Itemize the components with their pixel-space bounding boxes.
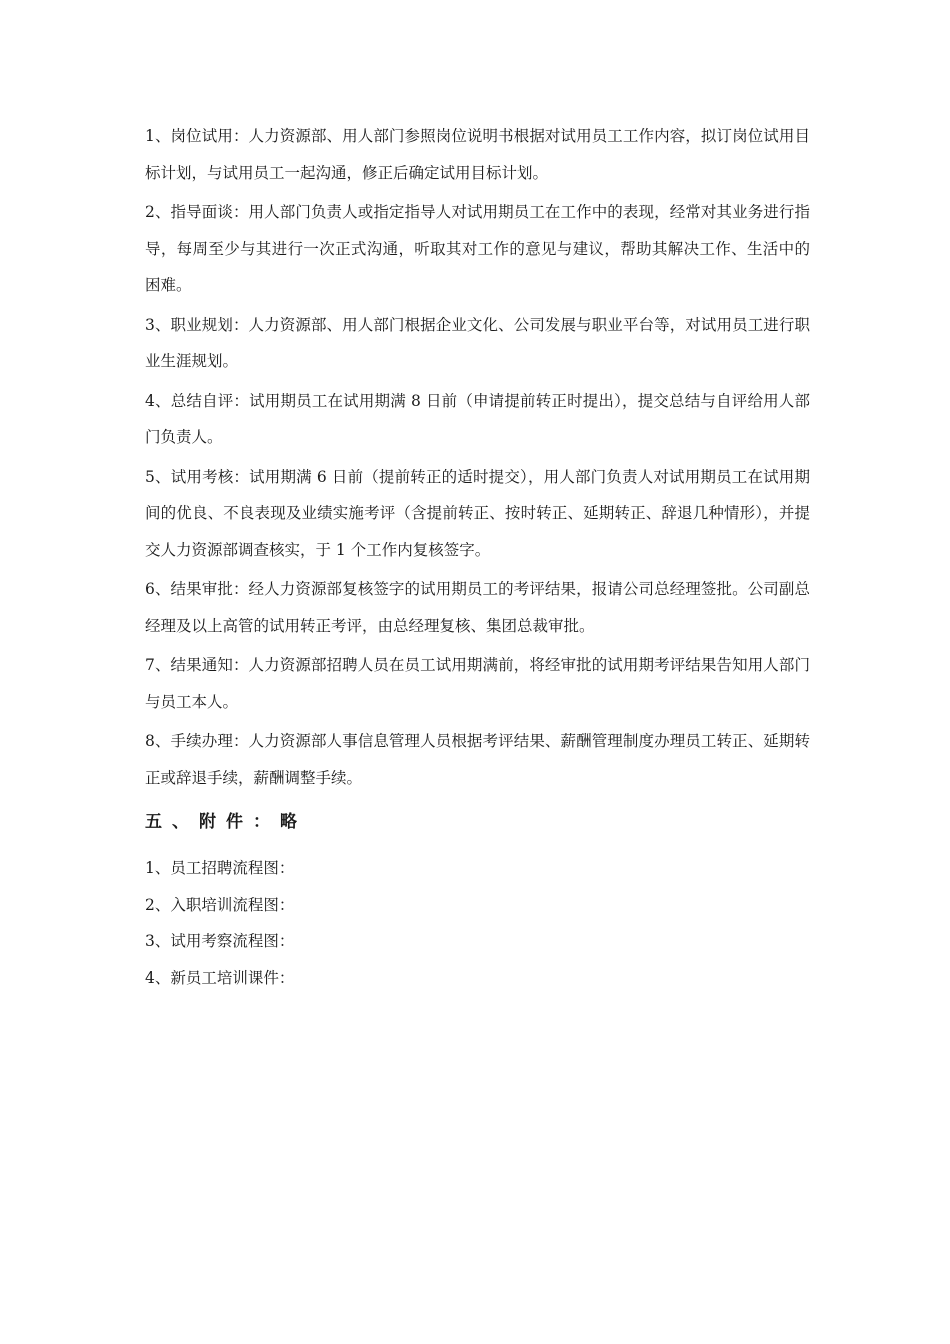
document-page xyxy=(145,118,810,996)
attachment-item: 4、新员工培训课件： xyxy=(145,968,295,987)
paragraph-result-approval: 6、结果审批：经人力资源部复核签字的试用期员工的考评结果，报请公司总经理签批。公司副总经理及以上高管的试用转正考评，由总经理复核、集团总裁审批。 xyxy=(145,580,810,635)
paragraph-result-notification: 7、结果通知：人力资源部招聘人员在员工试用期满前，将经审批的试用期考评结果告知用人部门与员工本人。 xyxy=(145,656,810,711)
paragraph-career-planning: 3、职业规划：人力资源部、用人部门根据企业文化、公司发展与职业平台等，对试用员工进行职业生涯规划。 xyxy=(145,315,810,370)
paragraph-trial-assessment: 5、试用考核：试用期满 6 日前（提前转正的适时提交），用人部门负责人对试用期员工在试用期间的优良、不良表现及业绩实施考评（含提前转正、按时转正、延期转正、辞退几种情形），并提交人力资源部调查核实，于 1 个工作内复核签字。 xyxy=(145,467,810,559)
paragraph-procedures: 8、手续办理：人力资源部人事信息管理人员根据考评结果、薪酬管理制度办理员工转正、延期转正或辞退手续，薪酬调整手续。 xyxy=(145,732,810,787)
attachment-item: 1、员工招聘流程图： xyxy=(145,859,295,877)
section-heading-attachments: 五、附件：略 xyxy=(145,812,307,832)
attachment-item: 3、试用考察流程图： xyxy=(145,932,295,950)
paragraph-job-trial: 1、岗位试用：人力资源部、用人部门参照岗位说明书根据对试用员工工作内容，拟订岗位试用目标计划，与试用员工一起沟通，修正后确定试用目标计划。 xyxy=(145,127,810,182)
attachment-item: 2、入职培训流程图： xyxy=(145,895,295,914)
paragraph-self-evaluation: 4、总结自评：试用期员工在试用期满 8 日前（申请提前转正时提出），提交总结与自评给用人部门负责人。 xyxy=(145,391,810,446)
paragraph-guidance-interview: 2、指导面谈：用人部门负责人或指定指导人对试用期员工在工作中的表现，经常对其业务进行指导，每周至少与其进行一次正式沟通，听取其对工作的意见与建议，帮助其解决工作、生活中的困难。 xyxy=(145,203,810,294)
